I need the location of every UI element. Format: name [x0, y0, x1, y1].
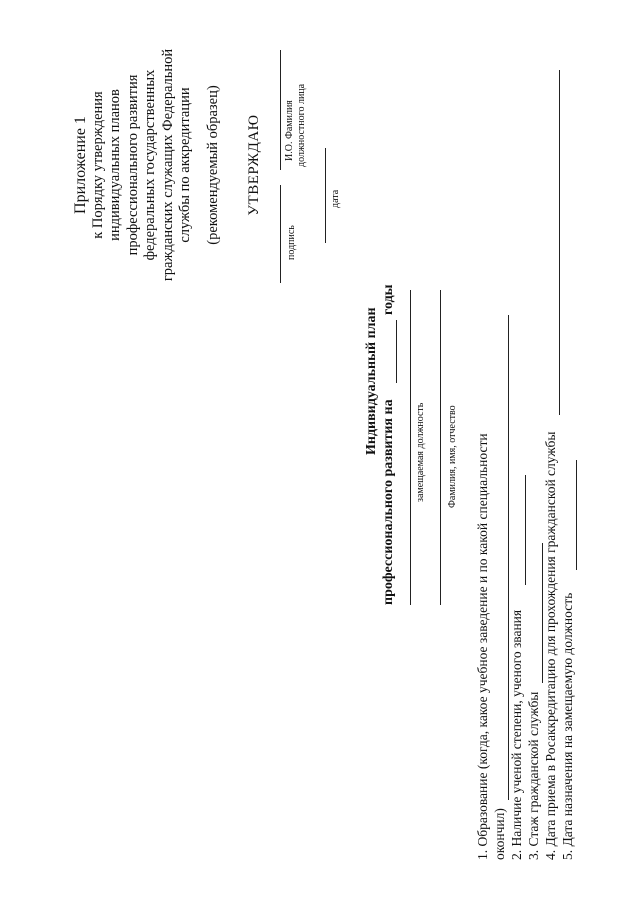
appendix-line: гражданских служащих Федеральной	[159, 48, 176, 282]
years-field-line	[396, 320, 397, 383]
appendix-line: к Порядку утверждения	[89, 91, 106, 239]
item-education-cont: окончил)	[492, 808, 507, 860]
item-education: 1. Образование (когда, какое учебное заведение и по какой специальности	[475, 433, 490, 860]
item-hire-date: 4. Дата приема в Росаккредитацию для прохождения гражданской службы	[543, 431, 558, 860]
item-service-length: 3. Стаж гражданской службы	[526, 691, 541, 860]
appendix-line: профессионального развития	[124, 74, 141, 256]
fullname-caption: Фамилия, имя, отчество	[447, 405, 458, 508]
item-appointment-date: 5. Дата назначения на замещаемую должность	[560, 592, 575, 860]
plan-title-period: профессионального развития на	[381, 399, 396, 605]
appointment-date-field-line	[576, 460, 577, 570]
approve-stamp: УТВЕРЖДАЮ	[246, 114, 262, 216]
appendix-header	[72, 30, 195, 300]
appendix-line: Приложение 1	[72, 116, 89, 214]
plan-title: Индивидуальный план	[364, 307, 379, 455]
signature-caption: подпись	[286, 225, 297, 260]
item-degree: 2. Наличие ученой степени, ученого звания	[509, 609, 524, 860]
date-line	[325, 148, 326, 243]
date-caption: дата	[330, 189, 341, 208]
appendix-line: федеральных государственных	[142, 69, 158, 261]
appendix-line: службы по аккредитации	[177, 87, 193, 243]
signature-line	[280, 185, 281, 283]
position-caption: замещаемая должность	[415, 402, 426, 502]
recommended-sample-note: (рекомендуемый образец)	[205, 85, 221, 245]
name-caption-2: должностного лица	[296, 83, 307, 167]
hire-date-field-line	[559, 70, 560, 415]
name-field-line	[440, 290, 441, 605]
position-field-line	[410, 290, 411, 605]
plan-years-label: годы	[381, 284, 396, 315]
appendix-line: индивидуальных планов	[107, 89, 123, 241]
name-line	[280, 50, 281, 170]
degree-field-line	[525, 475, 526, 585]
name-caption: И.О. Фамилия	[284, 100, 295, 161]
